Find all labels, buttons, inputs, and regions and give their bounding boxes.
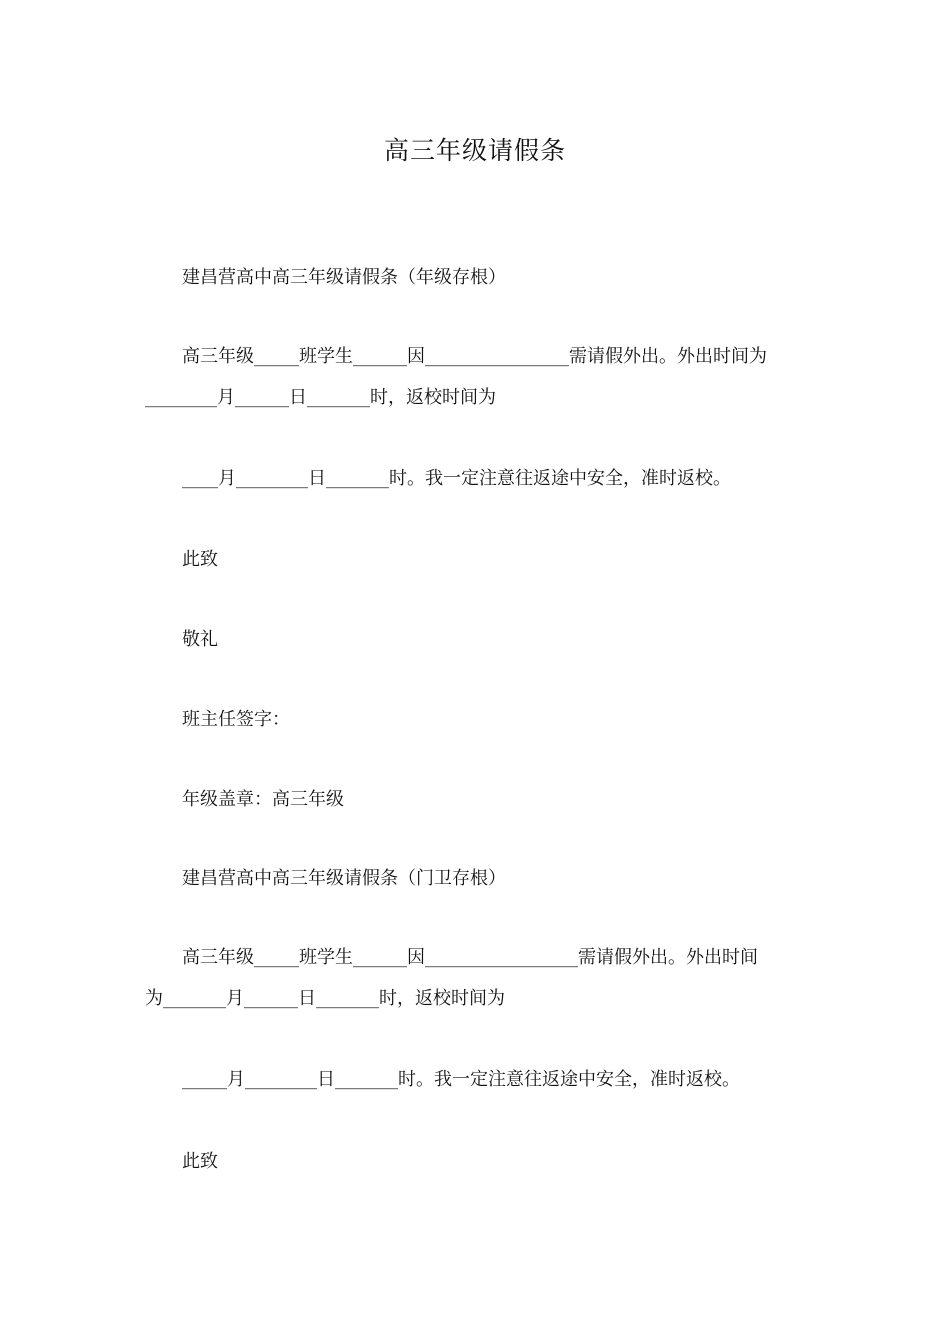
slip1-regards: 敬礼: [182, 629, 218, 650]
slip1-teacher-signature: 班主任签字：: [182, 709, 290, 730]
slip1-grade-stamp: 年级盖章：高三年级: [182, 789, 344, 810]
slip1-body-line2: ________月______日_______时，返校时间为: [145, 387, 496, 408]
slip1-heading: 建昌营高中高三年级请假条（年级存根）: [182, 267, 506, 288]
slip1-body-line1: 高三年级_____班学生______因________________需请假外出。外出时间为: [182, 346, 767, 367]
slip1-body-line3: ____月________日_______时。我一定注意往返途中安全，准时返校。: [182, 468, 731, 489]
slip2-salutation: 此致: [182, 1151, 218, 1172]
slip2-heading: 建昌营高中高三年级请假条（门卫存根）: [182, 868, 506, 889]
slip2-body-line1: 高三年级_____班学生______因_________________需请假外出。外出时间: [182, 947, 758, 968]
slip1-salutation: 此致: [182, 549, 218, 570]
slip2-body-line2: 为_______月______日_______时，返校时间为: [145, 988, 505, 1009]
slip2-body-line3: _____月________日_______时。我一定注意往返途中安全，准时返校。: [182, 1069, 740, 1090]
document-title: 高三年级请假条: [383, 136, 566, 165]
